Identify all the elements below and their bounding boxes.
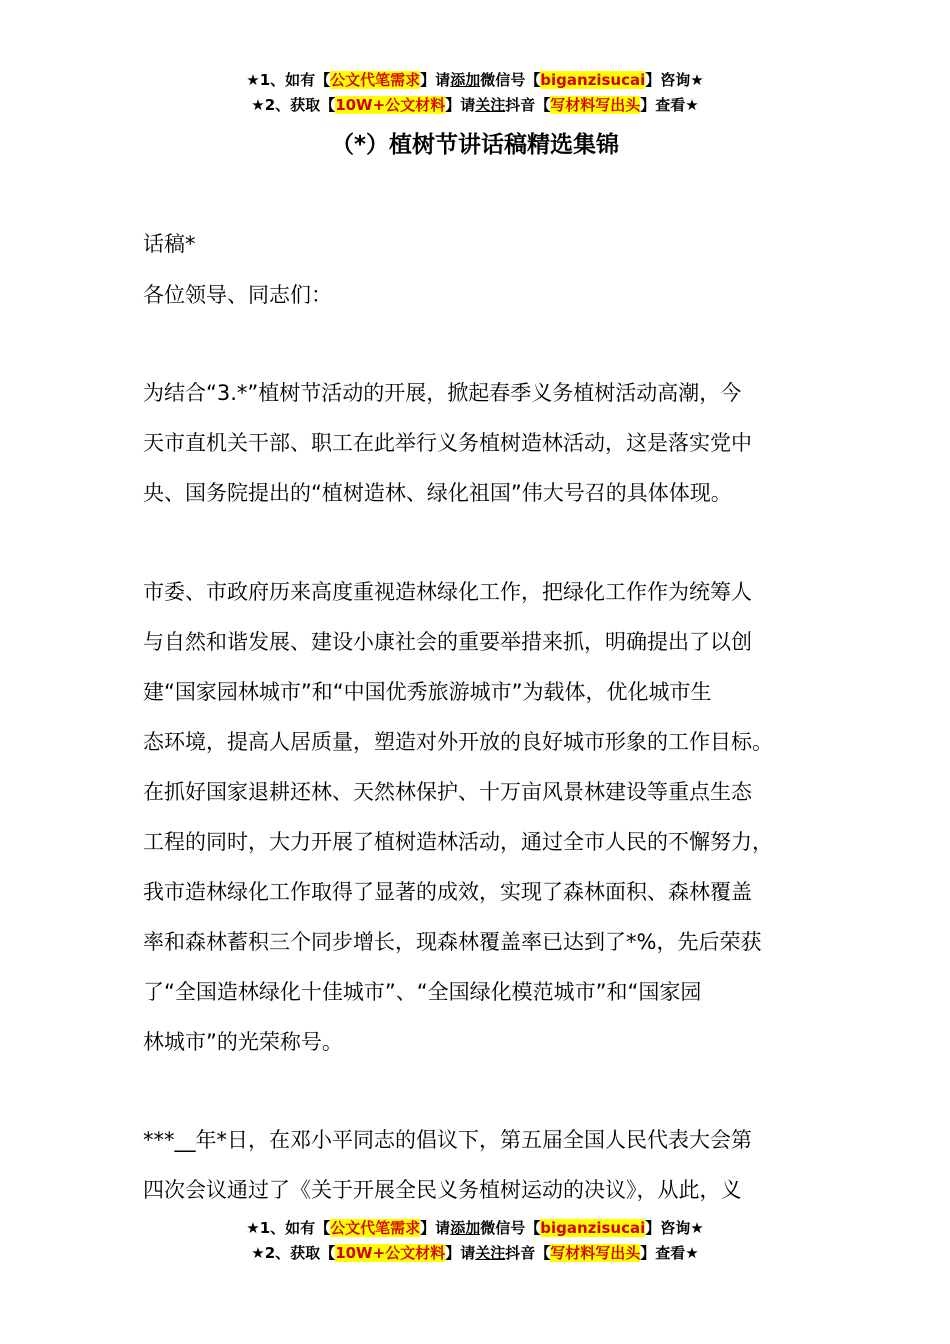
- paragraph-1: [143, 368, 833, 518]
- header-banner-line-2: [0, 93, 950, 118]
- header-banner: [0, 68, 950, 118]
- banner-text: 微信号【: [480, 1219, 541, 1237]
- banner-highlight: 公文代笔需求: [330, 1219, 421, 1237]
- banner-text: 】咨询★: [645, 71, 704, 89]
- text-line: 我市造林绿化工作取得了显著的成效，实现了森林面积、森林覆盖: [143, 880, 752, 904]
- banner-text: 】请: [420, 71, 451, 89]
- document-title: （*）植树节讲话稿精选集锦: [330, 132, 620, 158]
- banner-text: 抖音【: [505, 1244, 551, 1262]
- banner-text: ★2、获取【: [251, 96, 336, 114]
- banner-text: 】查看★: [640, 1244, 699, 1262]
- banner-text: 】查看★: [640, 96, 699, 114]
- banner-highlight: 10W+公文材料: [335, 1244, 446, 1262]
- banner-text: 】咨询★: [645, 1219, 704, 1237]
- banner-highlight: biganzisucai: [540, 1219, 646, 1237]
- banner-highlight: 写材料写出头: [550, 1244, 641, 1262]
- text-line: 建“国家园林城市”和“中国优秀旅游城市”为载体，优化城市生: [143, 680, 712, 704]
- banner-text: 】请: [445, 1244, 476, 1262]
- banner-text: 微信号【: [480, 71, 541, 89]
- text-line: 林城市”的光荣称号。: [143, 1030, 343, 1054]
- banner-underlined: 关注: [475, 96, 506, 114]
- text-line: 四次会议通过了《关于开展全民义务植树运动的决议》，从此，义: [143, 1178, 742, 1202]
- text-line: 工程的同时，大力开展了植树造林活动，通过全市人民的不懈努力，: [143, 830, 773, 854]
- footer-banner-line-1: [0, 1216, 950, 1241]
- text-line: 央、国务院提出的“植树造林、绿化祖国”伟大号召的具体体现。: [143, 481, 732, 505]
- salutation-text: 各位领导、同志们：: [143, 283, 332, 307]
- footer-banner: [0, 1216, 950, 1266]
- text-line: 为结合“3.*”植树节活动的开展，掀起春季义务植树活动高潮，今: [143, 381, 742, 405]
- banner-highlight: biganzisucai: [540, 71, 646, 89]
- banner-text: ★2、获取【: [251, 1244, 336, 1262]
- text-line: 了“全国造林绿化十佳城市”、“全国绿化模范城市”和“国家园: [143, 980, 702, 1004]
- footer-banner-line-2: [0, 1241, 950, 1266]
- text-line: 在抓好国家退耕还林、天然林保护、十万亩风景林建设等重点生态: [143, 780, 752, 804]
- banner-text: ★1、如有【: [246, 71, 331, 89]
- banner-underlined: 添加: [450, 1219, 481, 1237]
- text-line: 态环境，提高人居质量，塑造对外开放的良好城市形象的工作目标。: [143, 730, 773, 754]
- banner-highlight: 公文代笔需求: [330, 71, 421, 89]
- banner-text: 】请: [420, 1219, 451, 1237]
- text-line: 市委、市政府历来高度重视造林绿化工作，把绿化工作作为统筹人: [143, 580, 752, 604]
- document-salutation: [143, 270, 833, 320]
- document-subheading: [143, 219, 833, 269]
- text-line: 率和森林蓄积三个同步增长，现森林覆盖率已达到了*%，先后荣获: [143, 930, 762, 954]
- banner-underlined: 关注: [475, 1244, 506, 1262]
- header-banner-line-1: [0, 68, 950, 93]
- banner-highlight: 写材料写出头: [550, 96, 641, 114]
- text-line: 天市直机关干部、职工在此举行义务植树造林活动，这是落实党中: [143, 431, 752, 455]
- banner-text: 】请: [445, 96, 476, 114]
- banner-text: ★1、如有【: [246, 1219, 331, 1237]
- subheading-text: 话稿*: [143, 232, 196, 256]
- paragraph-2: [143, 567, 833, 1067]
- banner-highlight: 10W+公文材料: [335, 96, 446, 114]
- text-line: 与自然和谐发展、建设小康社会的重要举措来抓，明确提出了以创: [143, 630, 752, 654]
- paragraph-3: [143, 1115, 833, 1215]
- banner-text: 抖音【: [505, 96, 551, 114]
- text-line: ***__年*日，在邓小平同志的倡议下，第五届全国人民代表大会第: [143, 1128, 752, 1152]
- banner-underlined: 添加: [450, 71, 481, 89]
